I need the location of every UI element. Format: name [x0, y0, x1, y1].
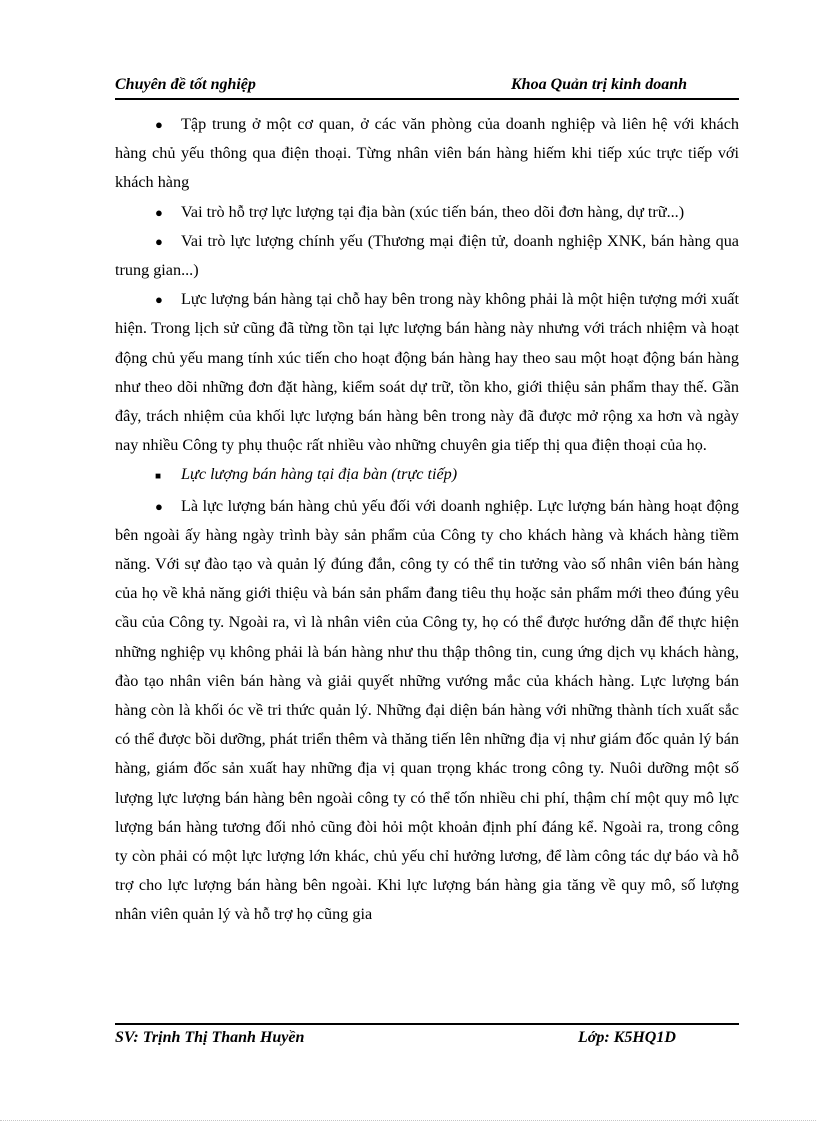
paragraph-main-role: [115, 227, 739, 285]
circle-bullet-icon: ●: [155, 292, 163, 308]
section-heading-text: Lực lượng bán hàng tại địa bàn (trực tiếp): [181, 465, 458, 484]
header-course-title: Chuyên đề tốt nghiệp: [115, 76, 256, 93]
footer-class-code: Lớp: K5HQ1D: [578, 1029, 676, 1046]
circle-bullet-icon: ●: [155, 204, 163, 220]
paragraph-inside-sales: [115, 285, 739, 460]
section-heading-field-sales: [115, 460, 739, 491]
page-footer: [115, 1023, 739, 1046]
page-boundary-divider: [0, 1120, 816, 1121]
paragraph-text: Tập trung ở một cơ quan, ở các văn phòng của doanh nghiệp và liên hệ với khách hàng chủ yếu thông qua điện thoại. Từng nhân viên bán hàng hiếm khi tiếp xúc trực tiếp với khách hàng: [115, 115, 739, 192]
footer-student-name: SV: Trịnh Thị Thanh Huyền: [115, 1029, 305, 1046]
circle-bullet-icon: ●: [155, 233, 163, 249]
circle-bullet-icon: ●: [155, 498, 163, 514]
paragraph-text: Vai trò hỗ trợ lực lượng tại địa bàn (xúc tiến bán, theo dõi đơn hàng, dự trữ...): [181, 202, 685, 221]
paragraph-text: Là lực lượng bán hàng chủ yếu đối với doanh nghiệp. Lực lượng bán hàng hoạt động bên ngoài ấy hàng ngày trình bày sản phẩm của Công ty cho khách hàng và khách hàng tiềm năng. Với sự đào tạo và quản lý đúng đắn, công ty có thể tin tưởng vào số nhân viên bán hàng của họ về khả năng giới thiệu và bán sản phẩm đang tiêu thụ hoặc sản phẩm mới theo đúng yêu cầu của Công ty. Ngoài ra, vì là nhân viên của Công ty, họ có thể được hướng dẫn để thực hiện những nghiệp vụ không phải là bán hàng như thu thập thông tin, cung ứng dịch vụ khách hàng, đào tạo nhân viên bán hàng và giải quyết những vướng mắc của khách hàng. Lực lượng bán hàng còn là khối óc về tri thức quản lý. Những đại diện bán hàng với những thành tích xuất sắc có thể được bồi dưỡng, phát triển thêm và thăng tiến lên những địa vị như giám đốc quản lý bán hàng, giám đốc sản xuất hay những địa vị quan trọng khác trong công ty. Nuôi dưỡng một số lượng lực lượng bán hàng bên ngoài công ty có thể tốn nhiều chi phí, thậm chí một quy mô lực lượng bán hàng tương đối nhỏ cũng đòi hỏi một khoản định phí đáng kể. Ngoài ra, trong công ty còn phải có một lực lượng lớn khác, chủ yếu chỉ hưởng lương, để làm công tác dự báo và hỗ trợ cho lực lượng bán hàng bên ngoài. Khi lực lượng bán hàng gia tăng về quy mô, số lượng nhân viên quản lý và hỗ trợ họ cũng gia: [115, 496, 739, 924]
document-body: [115, 110, 739, 930]
page-header: [115, 74, 739, 100]
header-faculty: Khoa Quản trị kinh doanh: [511, 76, 688, 93]
circle-bullet-icon: ●: [155, 117, 163, 132]
paragraph-call-center: [115, 110, 739, 198]
paragraph-support-role: [115, 198, 739, 227]
paragraph-text: Lực lượng bán hàng tại chỗ hay bên trong này không phải là một hiện tượng mới xuất hiện. Trong lịch sử cũng đã từng tồn tại lực lượng bán hàng này nhưng với trách nhiệm và hoạt động chủ yếu mang tính xúc tiến cho hoạt động bán hàng hay theo sau một hoạt động bán hàng như theo dõi những đơn đặt hàng, kiểm soát dự trữ, tồn kho, giới thiệu sản phẩm thay thế. Gần đây, trách nhiệm của khối lực lượng bán hàng bên trong này đã được mở rộng xa hơn và ngày nay nhiều Công ty phụ thuộc rất nhiều vào những chuyên gia tiếp thị qua điện thoại của họ.: [115, 290, 739, 455]
square-bullet-icon: ■: [155, 471, 162, 483]
paragraph-field-sales: [115, 492, 739, 930]
paragraph-text: Vai trò lực lượng chính yếu (Thương mại điện tử, doanh nghiệp XNK, bán hàng qua trung gian...): [115, 231, 739, 280]
